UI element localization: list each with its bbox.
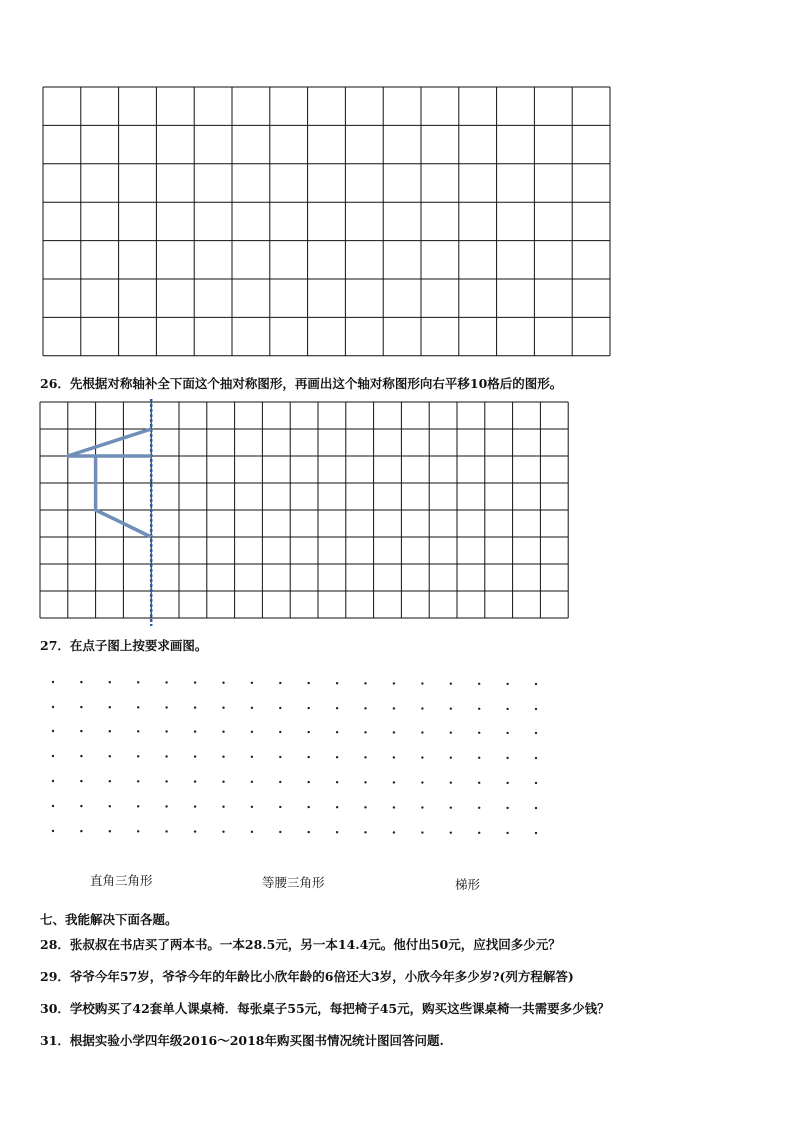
dot: [137, 681, 139, 683]
question-28-text: 张叔叔在书店买了两本书。一本28.5元，另一本14.4元。他付出50元，应找回多少元？: [69, 937, 561, 952]
dot: [222, 731, 224, 733]
dot: [279, 707, 281, 709]
question-27-number: 27．: [40, 638, 70, 653]
question-29: [40, 967, 574, 985]
dot: [80, 830, 82, 832]
dot: [364, 707, 366, 709]
dot: [421, 781, 423, 783]
dot: [506, 832, 508, 834]
dot: [393, 806, 395, 808]
question-31-text: 根据实验小学四年级2016～2018年购买图书情况统计图回答问题.: [69, 1033, 444, 1048]
dot: [137, 706, 139, 708]
dot: [421, 682, 423, 684]
dot: [478, 832, 480, 834]
dot: [336, 756, 338, 758]
dot: [450, 682, 452, 684]
dot: [279, 756, 281, 758]
dot: [165, 681, 167, 683]
label-isosceles-triangle: 等腰三角形: [262, 875, 325, 890]
dot: [421, 806, 423, 808]
dot: [336, 682, 338, 684]
dot: [506, 757, 508, 759]
dot: [137, 780, 139, 782]
dot: [52, 681, 54, 683]
dot: [251, 707, 253, 709]
dot: [336, 781, 338, 783]
dot: [279, 831, 281, 833]
question-26-text: 先根据对称轴补全下面这个抽对称图形，再画出这个轴对称图形向右平移10格后的图形。: [69, 376, 563, 391]
question-29-number: 29．: [40, 969, 70, 984]
dot: [52, 780, 54, 782]
dot: [478, 683, 480, 685]
question-31: [40, 1031, 444, 1049]
dot: [194, 730, 196, 732]
dot: [393, 731, 395, 733]
dot: [109, 805, 111, 807]
dot: [251, 731, 253, 733]
half-figure-top: [68, 429, 151, 456]
dot: [109, 730, 111, 732]
dot: [478, 807, 480, 809]
dot: [165, 830, 167, 832]
dot: [165, 780, 167, 782]
dot: [137, 755, 139, 757]
section-heading-part-7: 七、我能解决下面各题。: [40, 912, 178, 927]
dot: [421, 756, 423, 758]
dot: [109, 681, 111, 683]
question-28: [40, 935, 561, 953]
dot: [393, 682, 395, 684]
dot: [308, 781, 310, 783]
dot: [506, 782, 508, 784]
dot: [336, 707, 338, 709]
dot: [80, 805, 82, 807]
dot: [109, 780, 111, 782]
dot: [80, 681, 82, 683]
question-30-number: 30．: [40, 1001, 70, 1016]
dot: [52, 755, 54, 757]
dot: [251, 806, 253, 808]
dot: [251, 682, 253, 684]
dot: [535, 708, 537, 710]
dot: [308, 806, 310, 808]
question-31-number: 31．: [40, 1033, 70, 1048]
dot: [506, 732, 508, 734]
dot: [308, 756, 310, 758]
dot: [336, 731, 338, 733]
dot: [80, 706, 82, 708]
dot: [421, 707, 423, 709]
dot: [535, 732, 537, 734]
dot: [506, 683, 508, 685]
dot: [165, 805, 167, 807]
dot: [279, 682, 281, 684]
dot: [364, 806, 366, 808]
label-right-triangle: 直角三角形: [90, 873, 153, 888]
dot: [194, 706, 196, 708]
label-trapezoid: 梯形: [455, 877, 481, 892]
dot: [421, 731, 423, 733]
dot: [165, 755, 167, 757]
dot: [506, 807, 508, 809]
question-27: [40, 636, 207, 654]
question-30-text: 学校购买了42套单人课桌椅．每张桌子55元，每把椅子45元，购买这些课桌椅一共需要多少钱？: [69, 1001, 610, 1016]
dot: [222, 781, 224, 783]
dot: [137, 805, 139, 807]
dot: [364, 831, 366, 833]
question-26: [40, 374, 562, 392]
dot: [279, 731, 281, 733]
dot: [222, 707, 224, 709]
dot: [364, 682, 366, 684]
dot: [535, 782, 537, 784]
dot: [535, 683, 537, 685]
dot: [421, 831, 423, 833]
dot: [52, 706, 54, 708]
dot: [308, 682, 310, 684]
dot: [478, 732, 480, 734]
dot: [450, 831, 452, 833]
dot: [109, 755, 111, 757]
dot: [535, 807, 537, 809]
dot: [478, 782, 480, 784]
dot: [251, 781, 253, 783]
dot: [137, 830, 139, 832]
dot: [137, 730, 139, 732]
dot: [165, 706, 167, 708]
dot: [308, 707, 310, 709]
dot: [194, 830, 196, 832]
dot: [109, 830, 111, 832]
dot: [364, 731, 366, 733]
dot: [279, 781, 281, 783]
dot: [478, 708, 480, 710]
dot: [251, 831, 253, 833]
dot: [80, 730, 82, 732]
dot: [308, 831, 310, 833]
dot: [222, 756, 224, 758]
dot: [393, 831, 395, 833]
dot: [450, 781, 452, 783]
dot: [279, 806, 281, 808]
dot: [52, 805, 54, 807]
dot: [194, 755, 196, 757]
dot: [393, 781, 395, 783]
dot: [222, 831, 224, 833]
dot: [165, 730, 167, 732]
dot: [450, 806, 452, 808]
dot: [109, 706, 111, 708]
dot: [364, 756, 366, 758]
dot: [52, 830, 54, 832]
dot: [80, 780, 82, 782]
dot: [506, 708, 508, 710]
dot: [336, 831, 338, 833]
dot: [80, 755, 82, 757]
question-28-number: 28．: [40, 937, 70, 952]
dot: [251, 756, 253, 758]
dot: [393, 707, 395, 709]
dot: [535, 832, 537, 834]
question-29-text: 爷爷今年57岁，爷爷今年的年龄比小欣年龄的6倍还大3岁，小欣今年多少岁?(列方程解答): [69, 969, 574, 984]
dot: [336, 806, 338, 808]
question-30: [40, 999, 610, 1017]
dot: [222, 806, 224, 808]
dot: [308, 731, 310, 733]
dot: [222, 682, 224, 684]
question-26-number: 26．: [40, 376, 70, 391]
dot: [194, 780, 196, 782]
dot: [393, 756, 395, 758]
dot: [450, 756, 452, 758]
dot: [450, 731, 452, 733]
dot: [450, 707, 452, 709]
dot: [52, 730, 54, 732]
question-27-text: 在点子图上按要求画图。: [69, 638, 208, 653]
dot: [535, 757, 537, 759]
dot: [364, 781, 366, 783]
dot: [194, 805, 196, 807]
dot: [478, 757, 480, 759]
dot: [194, 681, 196, 683]
